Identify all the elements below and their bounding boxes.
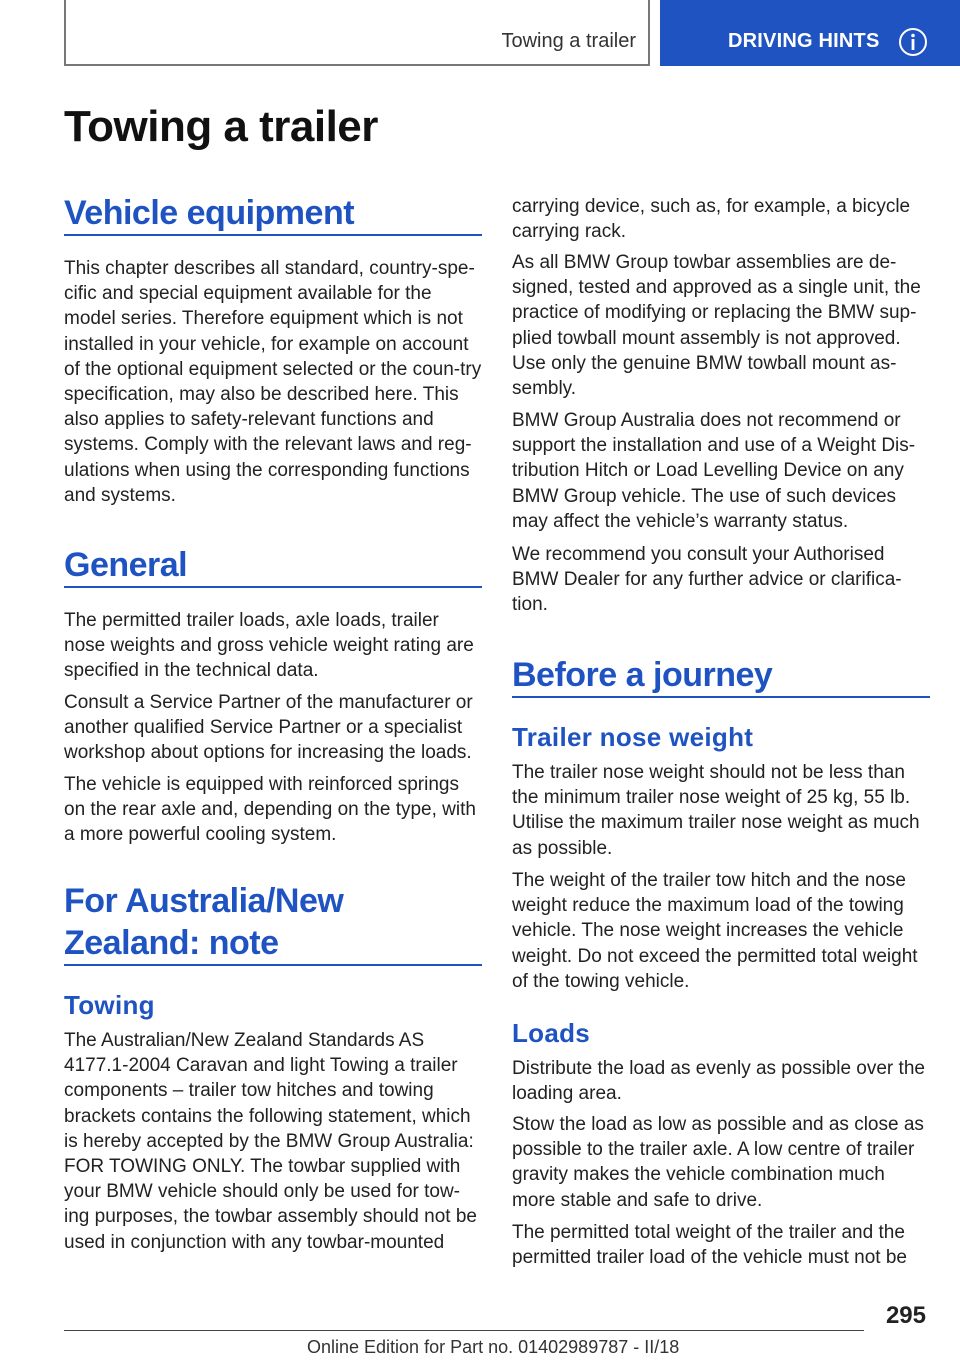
heading-rule: [64, 234, 482, 236]
chapter-tab[interactable]: [660, 0, 960, 66]
paragraph-general-service: Consult a Service Partner of the manufacturer or another qualified Service Partner or a specialist workshop about options for increasing the loads.: [64, 692, 473, 764]
heading-rule: [512, 696, 930, 698]
paragraph-continuation: carrying device, such as, for example, a bicycle carrying rack.: [512, 196, 911, 243]
footer-rule: [64, 1330, 864, 1331]
chapter-label: DRIVING HINTS: [728, 30, 880, 52]
heading-rule: [64, 586, 482, 588]
header-section-box: [64, 0, 650, 66]
page-number: 295: [885, 1302, 926, 1329]
heading-rule: [64, 964, 482, 966]
subheading-towing: Towing: [64, 990, 155, 1020]
heading-before-journey: Before a journey: [512, 656, 773, 694]
footer-edition: Online Edition for Part no. 01402989787 - II/18: [307, 1337, 680, 1357]
info-icon[interactable]: [898, 27, 928, 57]
page-title: Towing a trailer: [64, 102, 378, 151]
paragraph-general-springs: The vehicle is equipped with reinforced springs on the rear axle and, depending on the type, with a more powerful cooling system.: [64, 774, 476, 846]
paragraph-towing: The Australian/New Zealand Standards AS 4177.1-2004 Caravan and light Towing a trailer components – trailer tow hitches and towing brackets contains the following statement, which is hereby accepted by the BMW Group Australia: FOR TOWING ONLY. The towbar supplied with your BMW vehicle should only be used for tow-ing purposes, the towbar assembly should not be used in conjunction with any towbar-mounted: [64, 1030, 477, 1253]
paragraph-weight-distribution: BMW Group Australia does not recommend or support the installation and use of a Weight Dis-tribution Hitch or Load Levelling Device on any BMW Group vehicle. The use of such devices may affect the vehicle’s warranty status.: [512, 410, 916, 532]
paragraph-towbar: As all BMW Group towbar assemblies are de-signed, tested and approved as a single unit, the practice of modifying or replacing the BMW sup-plied towball mount assembly is not approved. Use only the genuine BMW towball mount as-sembly.: [512, 252, 921, 400]
subheading-loads: Loads: [512, 1018, 591, 1048]
paragraph-loads-distribute: Distribute the load as evenly as possible over the loading area.: [512, 1058, 925, 1105]
paragraph-nose-weight-minimum: The trailer nose weight should not be less than the minimum trailer nose weight of 25 kg, 55 lb. Utilise the maximum trailer nose weight as much as possible.: [512, 762, 920, 859]
paragraph-loads-stow: Stow the load as low as possible and as close as possible to the trailer axle. A low centre of trailer gravity makes the vehicle combination much more stable and safe to drive.: [512, 1114, 924, 1211]
paragraph-nose-weight-total: The weight of the trailer tow hitch and the nose weight reduce the maximum load of the towing vehicle. The nose weight increases the vehicle weight. Do not exceed the permitted total weight of the towing vehicle.: [512, 870, 918, 992]
subheading-trailer-nose-weight: Trailer nose weight: [512, 722, 754, 752]
paragraph-general-loads: The permitted trailer loads, axle loads, trailer nose weights and gross vehicle weight rating are specified in the technical data.: [64, 610, 474, 682]
paragraph-vehicle-equipment: This chapter describes all standard, country-spe-cific and special equipment available for the model series. Therefore equipment which is not installed in your vehicle, for example on account of the optional equipment selected or the coun-try specification, may also be described here. This also applies to safety-relevant functions and systems. Comply with the relevant laws and reg-ulations when using the corresponding functions and systems.: [64, 258, 482, 506]
heading-australia-nz: For Australia/New Zealand: note: [64, 882, 344, 962]
paragraph-loads-permitted: The permitted total weight of the trailer and the permitted trailer load of the vehicle must not be: [512, 1222, 907, 1269]
heading-general: General: [64, 546, 188, 584]
header-section-title: Towing a trailer: [501, 30, 636, 52]
heading-vehicle-equipment: Vehicle equipment: [64, 194, 355, 232]
paragraph-consult-dealer: We recommend you consult your Authorised BMW Dealer for any further advice or clarifica-tion.: [512, 544, 902, 616]
